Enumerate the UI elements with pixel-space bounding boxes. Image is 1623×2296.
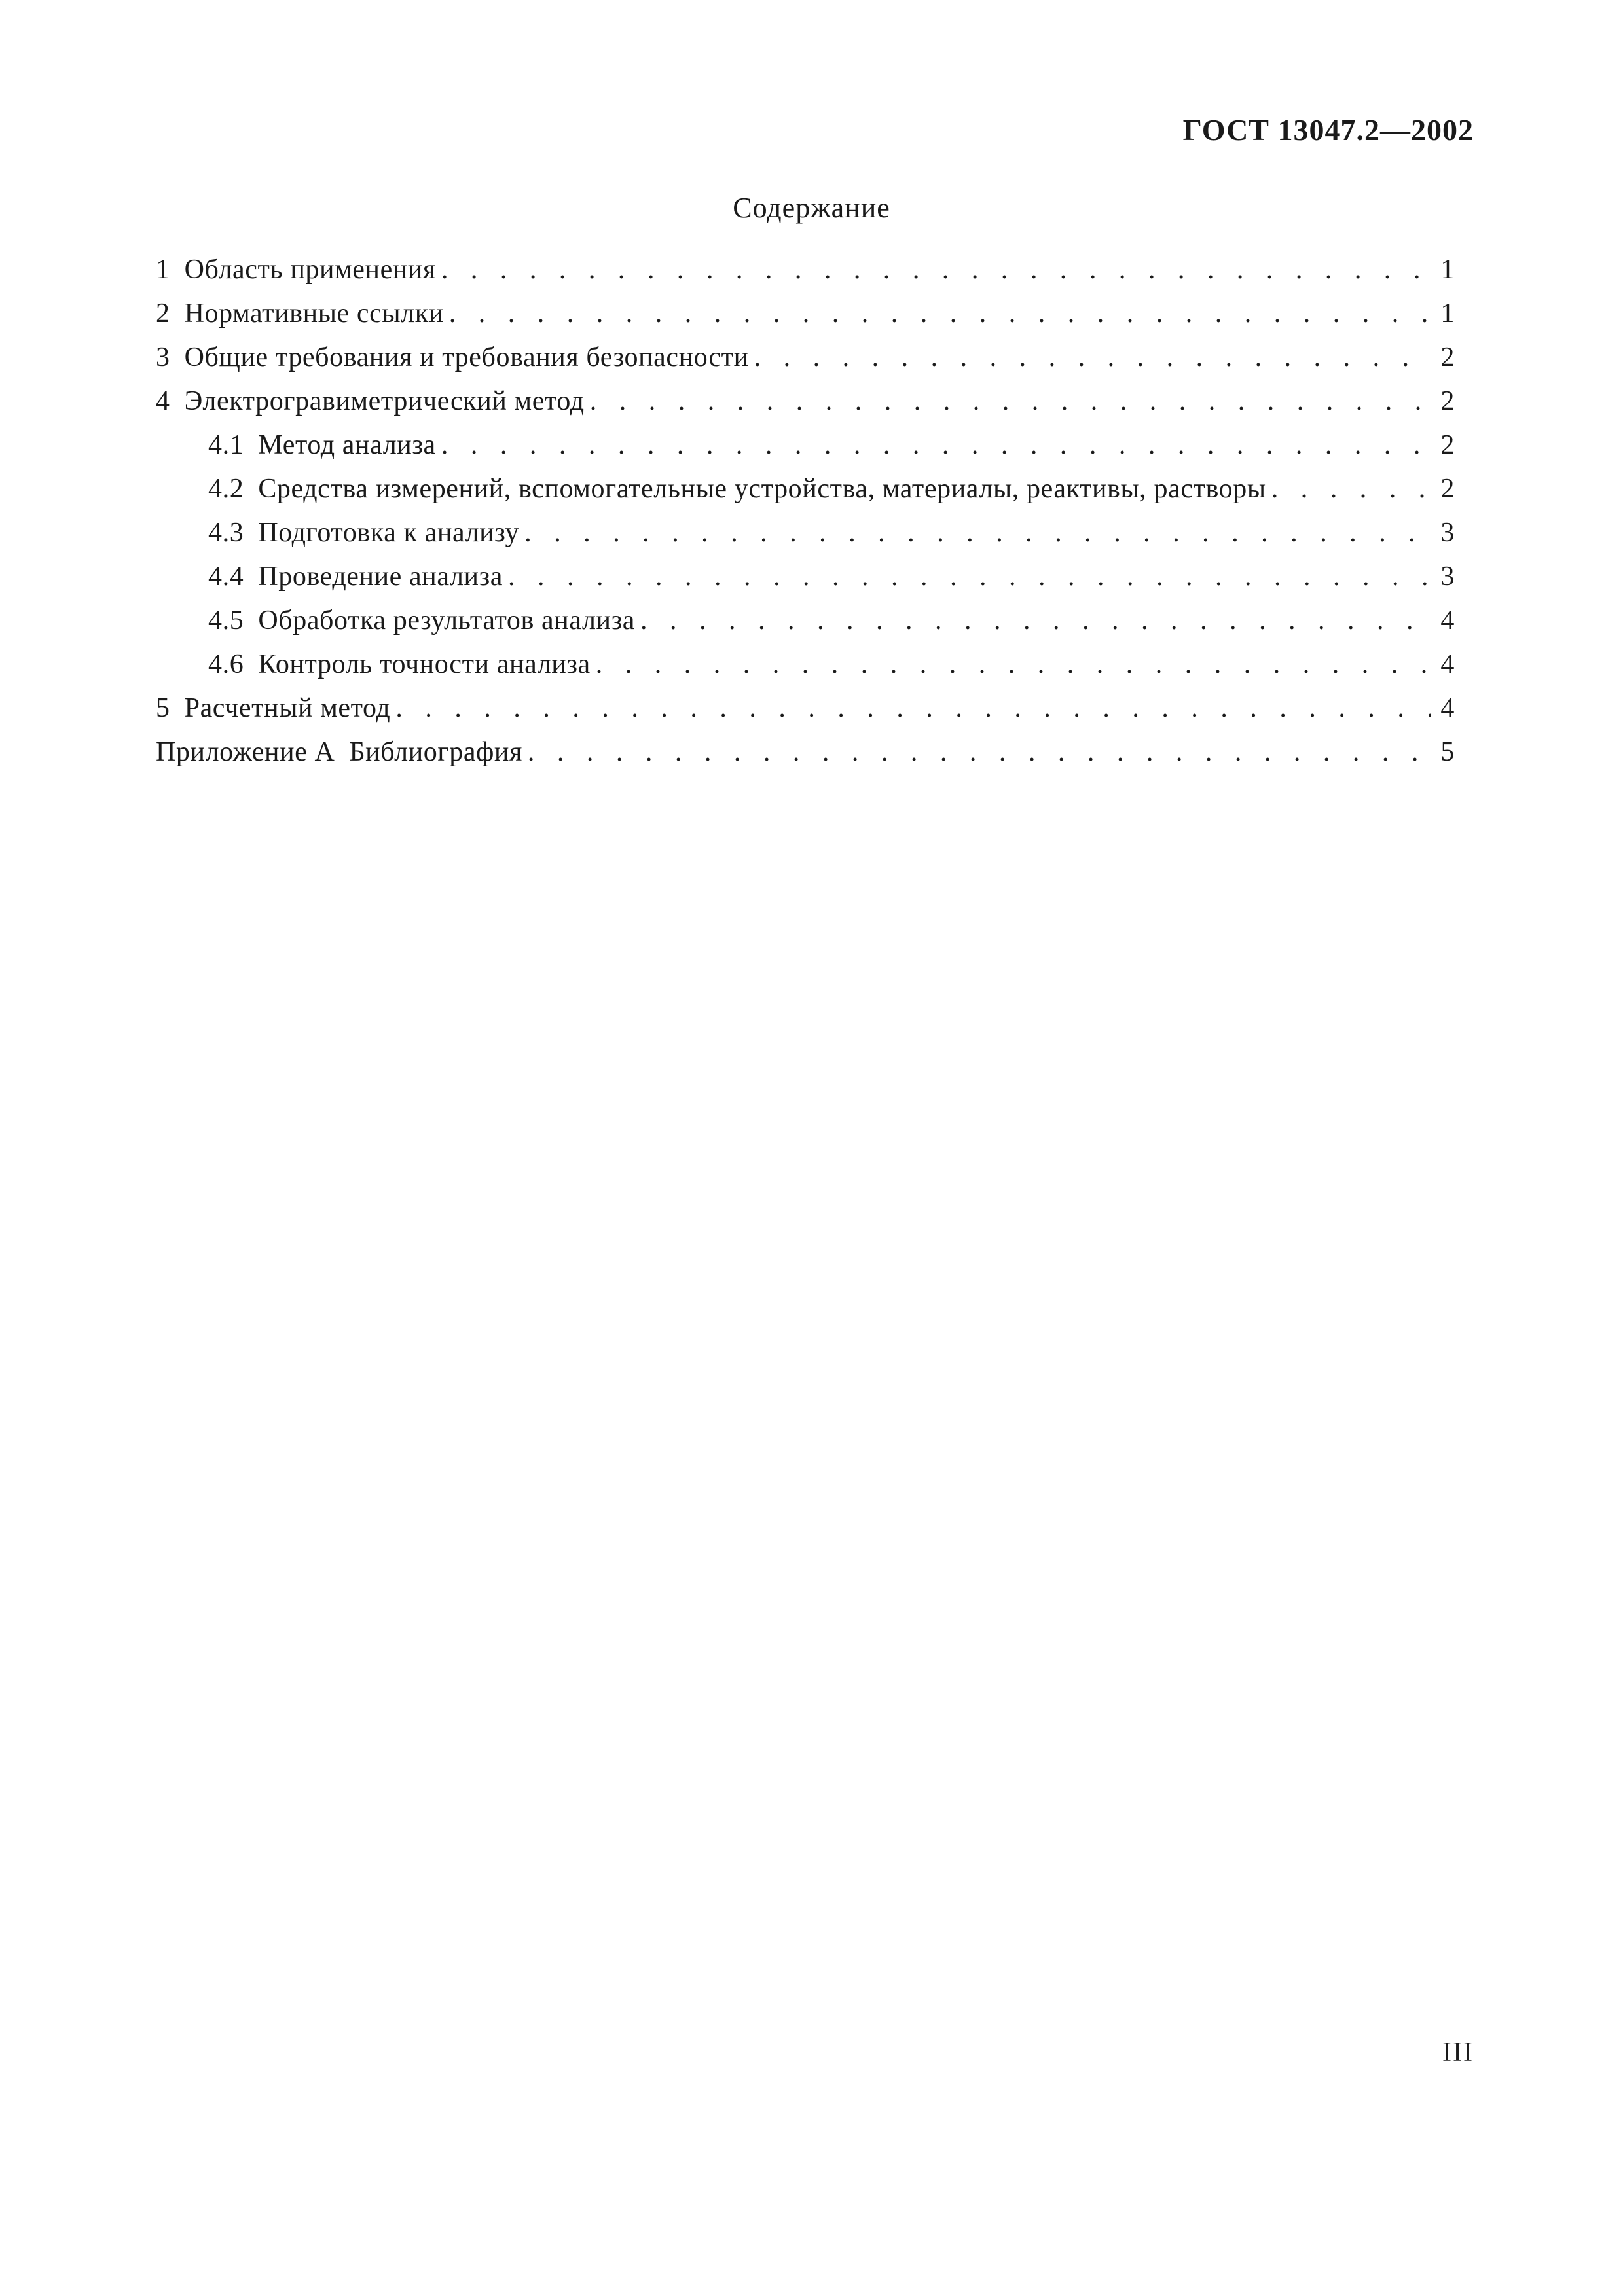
toc-entry-page: 1 (1440, 255, 1455, 285)
toc-entry-number: 1 (156, 255, 170, 285)
toc-dot-leader (640, 605, 1431, 636)
toc-entry-3[interactable] (156, 342, 1455, 386)
toc-entry-number: 4.1 (208, 430, 244, 460)
toc-dot-leader (524, 517, 1431, 548)
toc-entry-page: 1 (1440, 298, 1455, 329)
toc-entry-1[interactable] (156, 254, 1455, 298)
toc-entry-4-5[interactable] (156, 605, 1455, 649)
toc-entry-number: 4 (156, 386, 170, 416)
toc-dot-leader (590, 386, 1431, 417)
toc-entry-label: Общие требования и требования безопасности (184, 342, 749, 372)
toc-entry-page: 3 (1440, 518, 1455, 548)
toc-entry-label: Подготовка к анализу (258, 518, 520, 548)
toc-entry-5[interactable] (156, 692, 1455, 736)
toc-dot-leader (508, 561, 1431, 592)
toc-entry-number: 4.6 (208, 649, 244, 679)
toc-entry-number: 5 (156, 693, 170, 723)
toc-entry-number: 3 (156, 342, 170, 372)
toc-entry-page: 4 (1440, 605, 1455, 636)
toc-entry-page: 5 (1440, 737, 1455, 767)
toc-entry-label: Электрогравиметрический метод (184, 386, 585, 416)
toc-entry-label: Библиография (349, 737, 522, 767)
toc-entry-number: 2 (156, 298, 170, 329)
toc-entry-label: Расчетный метод (184, 693, 391, 723)
toc-dot-leader (596, 649, 1431, 680)
toc-dot-leader (395, 692, 1431, 724)
toc-dot-leader (441, 429, 1431, 461)
toc-entry-4-4[interactable] (156, 561, 1455, 605)
toc-entry-page: 2 (1440, 430, 1455, 460)
toc-entry-4-1[interactable] (156, 429, 1455, 473)
toc-dot-leader (1271, 473, 1431, 505)
toc-entry-4-2[interactable] (156, 473, 1455, 517)
toc-entry-label: Нормативные ссылки (184, 298, 444, 329)
toc-entry-number: 4.2 (208, 474, 244, 504)
toc-entry-page: 2 (1440, 474, 1455, 504)
toc-entry-label: Средства измерений, вспомогательные устройства, материалы, реактивы, растворы (258, 474, 1266, 504)
toc-entry-4[interactable] (156, 386, 1455, 429)
toc-entry-4-6[interactable] (156, 649, 1455, 692)
toc-entry-label: Обработка результатов анализа (258, 605, 636, 636)
toc-entry-number: 4.4 (208, 562, 244, 592)
toc-entry-label: Метод анализа (258, 430, 436, 460)
toc-entry-number: 4.5 (208, 605, 244, 636)
toc-entry-4-3[interactable] (156, 517, 1455, 561)
toc-dot-leader (754, 342, 1431, 373)
toc-entry-page: 4 (1440, 693, 1455, 723)
toc-entry-label: Контроль точности анализа (258, 649, 591, 679)
toc-entry-page: 2 (1440, 386, 1455, 416)
toc-entry-appendix-a[interactable] (156, 736, 1455, 780)
toc-entry-page: 4 (1440, 649, 1455, 679)
toc-dot-leader (449, 298, 1431, 329)
toc-dot-leader (441, 254, 1431, 285)
table-of-contents (156, 254, 1455, 780)
toc-entry-2[interactable] (156, 298, 1455, 342)
page-number: III (1442, 2037, 1474, 2068)
toc-entry-number: 4.3 (208, 518, 244, 548)
document-code: ГОСТ 13047.2—2002 (1182, 113, 1474, 147)
toc-entry-page: 2 (1440, 342, 1455, 372)
toc-dot-leader (528, 736, 1431, 768)
toc-entry-label: Область применения (184, 255, 436, 285)
toc-entry-label: Проведение анализа (258, 562, 503, 592)
toc-entry-page: 3 (1440, 562, 1455, 592)
toc-title: Содержание (733, 192, 890, 224)
toc-entry-number: Приложение А (156, 737, 335, 767)
